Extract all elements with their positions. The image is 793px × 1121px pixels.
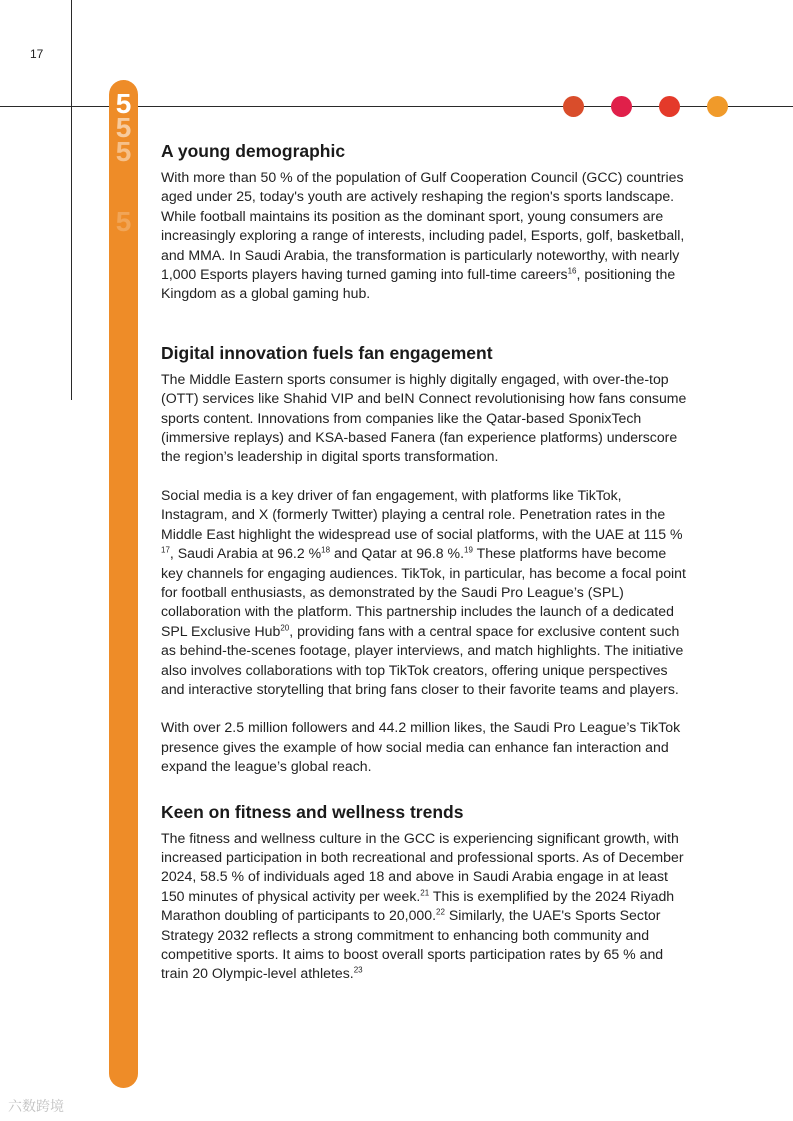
text-run: The fitness and wellness culture in the GCC is experiencing significant growth, with increased participation in both recreational and professional sports. As of December 2024, 58.5 % of individuals aged 18 and above in Saudi Arabia engage in at least 150 minutes of physical activity per week. [161, 829, 684, 904]
footnote-ref: 19 [464, 545, 473, 555]
footnote-ref: 21 [420, 888, 430, 898]
chapter-number-echo: 5 [115, 136, 132, 167]
body-paragraph [161, 486, 691, 699]
text-run: With more than 50 % of the population of Gulf Cooperation Council (GCC) countries aged under 25, today's youth are actively reshaping the region's sports landscape. While football maintains its position as the dominant sport, young consumers are increasingly exploring a range of interests, including padel, Esports, golf, basketball, and MMA. In Saudi Arabia, the transformation is particularly noteworthy, with nearly 1,000 Esports players having turned gaming into full-time careers [161, 169, 685, 283]
section-digital-innovation [161, 342, 691, 777]
text-run: This is exemplified by the 2024 Riyadh Marathon doubling of participants to 20,000. [161, 887, 675, 924]
decor-dot-3 [659, 96, 680, 117]
text-run: , Saudi Arabia at 96.2 % [169, 545, 322, 562]
footnote-ref: 22 [436, 907, 445, 917]
decor-dot-2 [611, 96, 632, 117]
body-paragraph [161, 168, 691, 304]
page-number: 17 [30, 47, 44, 61]
text-run: Similarly, the UAE's Sports Sector Strategy 2032 reflects a strong commitment to enhancing both community and competitive sports. It aims to boost overall sports participation rates by 65 % and train 20 Olympic-level athletes. [161, 907, 664, 982]
section-young-demographic [161, 140, 691, 304]
text-run: and Qatar at 96.8 %. [330, 545, 465, 562]
footnote-ref: 18 [321, 545, 331, 555]
section-heading: Digital innovation fuels fan engagement [161, 342, 493, 363]
chapter-number-echo: 5 [115, 112, 132, 143]
main-content [161, 140, 691, 984]
chapter-number-echo: 5 [115, 206, 132, 237]
footnote-ref: 16 [567, 266, 577, 276]
footnote-ref: 17 [161, 545, 170, 555]
text-run: , providing fans with a central space for exclusive content such as behind-the-scenes footage, player interviews, and match highlights. The initiative also involves collaborations with top TikTok creators, offering unique perspectives and interactive storytelling that bring fans closer to their favorite teams and players. [161, 622, 684, 697]
section-heading: Keen on fitness and wellness trends [161, 801, 464, 822]
section-fitness-wellness [161, 801, 691, 984]
body-paragraph: With over 2.5 million followers and 44.2 million likes, the Saudi Pro League’s TikTok presence gives the example of how social media can enhance fan interaction and expand the league’s global reach. [161, 719, 681, 775]
footnote-ref: 20 [280, 623, 290, 633]
watermark-logo: 六数跨境 [8, 1099, 64, 1115]
body-paragraph [161, 829, 691, 984]
chapter-number: 5 [115, 88, 132, 119]
text-run: Social media is a key driver of fan engagement, with platforms like TikTok, Instagram, and X (formerly Twitter) playing a central role. Penetration rates in the Middle East highlight the widespread use of social platforms, with the UAE at 115 % [161, 486, 683, 542]
body-paragraph: The Middle Eastern sports consumer is highly digitally engaged, with over-the-top (OTT) services like Shahid VIP and beIN Connect revolutionising how fans consume sports content. Innovations from companies like the Qatar-based SponixTech (immersive replays) and KSA-based Fanera (fan experience platforms) underscore the region’s leadership in digital sports transformation. [161, 370, 687, 465]
text-run: These platforms have become key channels for engaging audiences. TikTok, in particular, has become a focal point for football enthusiasts, as demonstrated by the Saudi Pro League’s (SPL) collaboration with the platform. This partnership includes the launch of a dedicated SPL Exclusive Hub [161, 545, 686, 639]
vertical-rule [71, 0, 72, 400]
chapter-sidebar-bar [109, 80, 138, 1088]
text-run: , positioning the Kingdom as a global gaming hub. [161, 266, 676, 302]
decor-dot-4 [707, 96, 728, 117]
section-heading: A young demographic [161, 141, 346, 161]
decor-dot-1 [563, 96, 584, 117]
footnote-ref: 23 [353, 965, 363, 975]
